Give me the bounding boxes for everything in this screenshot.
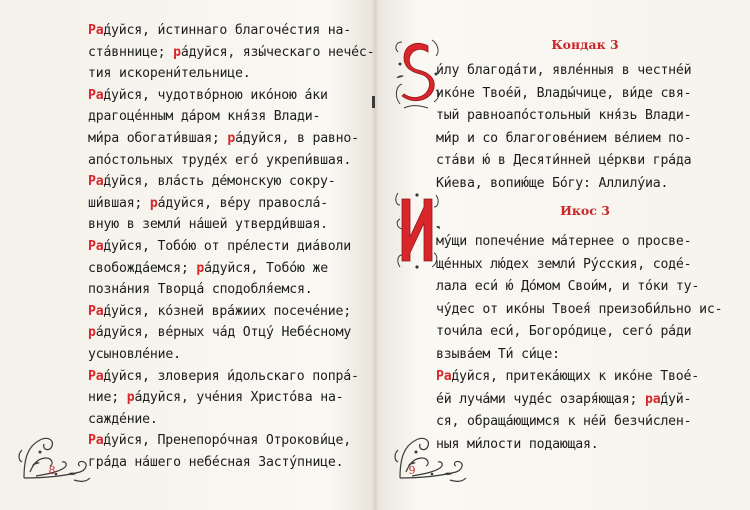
text-run: а́дуйся, в равно- <box>235 130 359 146</box>
text-run: ныя ми́лости подающая. <box>436 436 599 452</box>
text-line <box>88 20 368 42</box>
text-run: а́дуйся, Тобо́ю же <box>204 260 328 276</box>
text-line <box>436 276 746 299</box>
text-run: му́щи попече́ние ма́тернее о просве- <box>436 234 692 249</box>
text-run: сажде́ние. <box>88 411 158 427</box>
text-run: вную в земли́ на́шей утверди́вшая. <box>88 217 328 233</box>
text-line <box>88 171 368 193</box>
text-run: ние; <box>88 390 127 406</box>
rubric-initial: р <box>149 195 158 211</box>
text-line <box>88 85 368 107</box>
text-run: точи́ла еси́, Богоро́дице, сего́ ра́ди <box>436 324 692 339</box>
text-run: ́дуйся, чудотво́рною ико́ною а́ки <box>103 87 328 103</box>
text-line <box>436 389 746 412</box>
rubric-initial: р <box>173 44 181 60</box>
text-line <box>436 434 746 457</box>
ikos-heading: Икос 3 <box>560 203 610 218</box>
text-run: ще́нных лю́дех земли́ Ру́сския, соде́- <box>436 256 692 272</box>
corner-ornament-right <box>390 428 470 486</box>
text-run: драгоце́нным да́ром кня́зя Влади- <box>88 109 321 125</box>
rubric-initial: р <box>126 390 135 406</box>
text-line <box>436 366 746 389</box>
rubric-initial: Ра <box>88 368 104 384</box>
text-line <box>88 63 368 85</box>
text-run: гра́да на́шего небе́сная Засту́пнице. <box>88 454 344 470</box>
text-run: ми́ра обогати́вшая; <box>88 130 228 146</box>
dropcap-i-ornament <box>392 189 442 271</box>
text-line <box>88 322 368 344</box>
text-run: ́дуйся, зловерия и́дольскаго попра́- <box>103 368 359 384</box>
text-run: ши́вшая; <box>88 195 150 211</box>
text-line <box>88 258 368 280</box>
text-line: ста́ви ю́ в Десяти́нней це́ркви гра́да <box>436 153 692 168</box>
text-run: ́дуйся, Пренепоро́чная Отрокови́це, <box>103 433 351 449</box>
page-number-left: 8 <box>48 464 56 477</box>
rubric-initial: р <box>227 130 236 146</box>
rubric-initial: Ра <box>88 174 104 190</box>
text-run: ́дуйся, и́стиннаго благоче́стия на- <box>103 23 351 38</box>
text-line: ми́р и со благогове́нием ве́лием по- <box>436 130 692 146</box>
ikos-text <box>436 231 746 456</box>
text-line <box>88 409 368 431</box>
rubric-initial: Ра <box>436 369 452 384</box>
text-run: а́дуйся, уче́ния Христо́ва на- <box>134 390 344 406</box>
text-line: и́лу благода́ти, явле́нныя в честне́й <box>436 63 692 78</box>
text-line <box>88 106 368 128</box>
kondak-heading: Кондак 3 <box>551 37 619 52</box>
text-line <box>436 231 746 254</box>
text-line <box>88 214 368 236</box>
binding-mark <box>372 96 375 108</box>
text-line <box>88 279 368 301</box>
text-line: Ки́ева, вопию́ще Бо́гу: Аллилу́иа. <box>436 175 669 191</box>
text-run: а́дуйся, язы́ческаго нече́с- <box>180 44 375 60</box>
text-run: ста́вннице; <box>88 44 174 60</box>
text-run: ́дуйся, вла́сть де́монскую сокру- <box>103 174 336 190</box>
text-run: а́дуйся, ве́рных ча́д Отцу́ Небе́сному <box>95 325 352 341</box>
text-line <box>88 387 368 409</box>
kondak-text <box>436 60 746 195</box>
text-line <box>88 430 368 452</box>
right-page <box>378 0 750 510</box>
text-run: позна́ния Творца́ сподобля́емся. <box>88 282 313 298</box>
text-line: тый равноапо́стольный кня́зь Влади- <box>436 108 692 123</box>
text-line <box>88 344 368 366</box>
text-run: чу́дес от ико́ны Твоея́ преизоби́льно ис- <box>436 301 723 317</box>
text-run: ́дуй- <box>660 391 692 407</box>
text-run: е́й луча́ми чуде́с озаря́ющая; <box>436 391 645 407</box>
text-line <box>88 236 368 258</box>
rubric-initial: Ра <box>88 433 104 449</box>
text-line <box>88 128 368 150</box>
text-line <box>88 193 368 215</box>
text-line <box>436 321 746 344</box>
text-run: лала еси́ ю́ До́мом Свои́м, и то́ки ту- <box>436 279 700 294</box>
rubric-initial: Ра <box>88 238 104 254</box>
text-run: а́дуйся, ве́ру правосла́- <box>157 195 328 211</box>
dropcap-s-ornament <box>392 34 442 110</box>
rubric-initial: р <box>196 260 205 276</box>
text-run: ся, обраща́ющимся к не́й безчи́слен- <box>436 414 692 429</box>
left-page-text <box>88 20 375 473</box>
text-line <box>88 301 368 323</box>
text-line: ико́не Твое́й, Влады́чице, ви́де свя- <box>436 85 692 101</box>
text-line <box>436 344 746 367</box>
text-line <box>88 42 375 64</box>
rubric-initial: Ра <box>88 87 104 103</box>
text-run: ́дуйся, притека́ющих к ико́не Твое́- <box>451 369 699 384</box>
page-number-right: 9 <box>408 464 416 477</box>
text-line <box>436 299 746 322</box>
text-run: свобожда́емся; <box>88 260 197 276</box>
rubric-initial: Ра <box>88 23 104 38</box>
text-run: ́дуйся, Тобо́ю от пре́лести диа́воли <box>103 238 351 254</box>
text-run: ́дуйся, ко́зней вра́жиих посече́ние; <box>103 303 351 319</box>
text-run: усыновле́ние. <box>88 346 181 362</box>
text-run: взыва́ем Ти́ си́це: <box>436 346 560 362</box>
text-line <box>88 452 368 474</box>
text-line <box>436 254 746 277</box>
rubric-initial: р <box>88 325 96 341</box>
text-run: апо́стольных труде́х его́ укрепи́вшая. <box>88 152 352 168</box>
text-line <box>88 150 368 172</box>
rubric-initial: Ра <box>88 303 104 319</box>
text-run: тия искорени́тельнице. <box>88 66 251 82</box>
text-line <box>88 366 368 388</box>
text-line <box>436 411 746 434</box>
corner-ornament-left <box>14 428 94 486</box>
rubric-initial: ра <box>644 391 661 407</box>
